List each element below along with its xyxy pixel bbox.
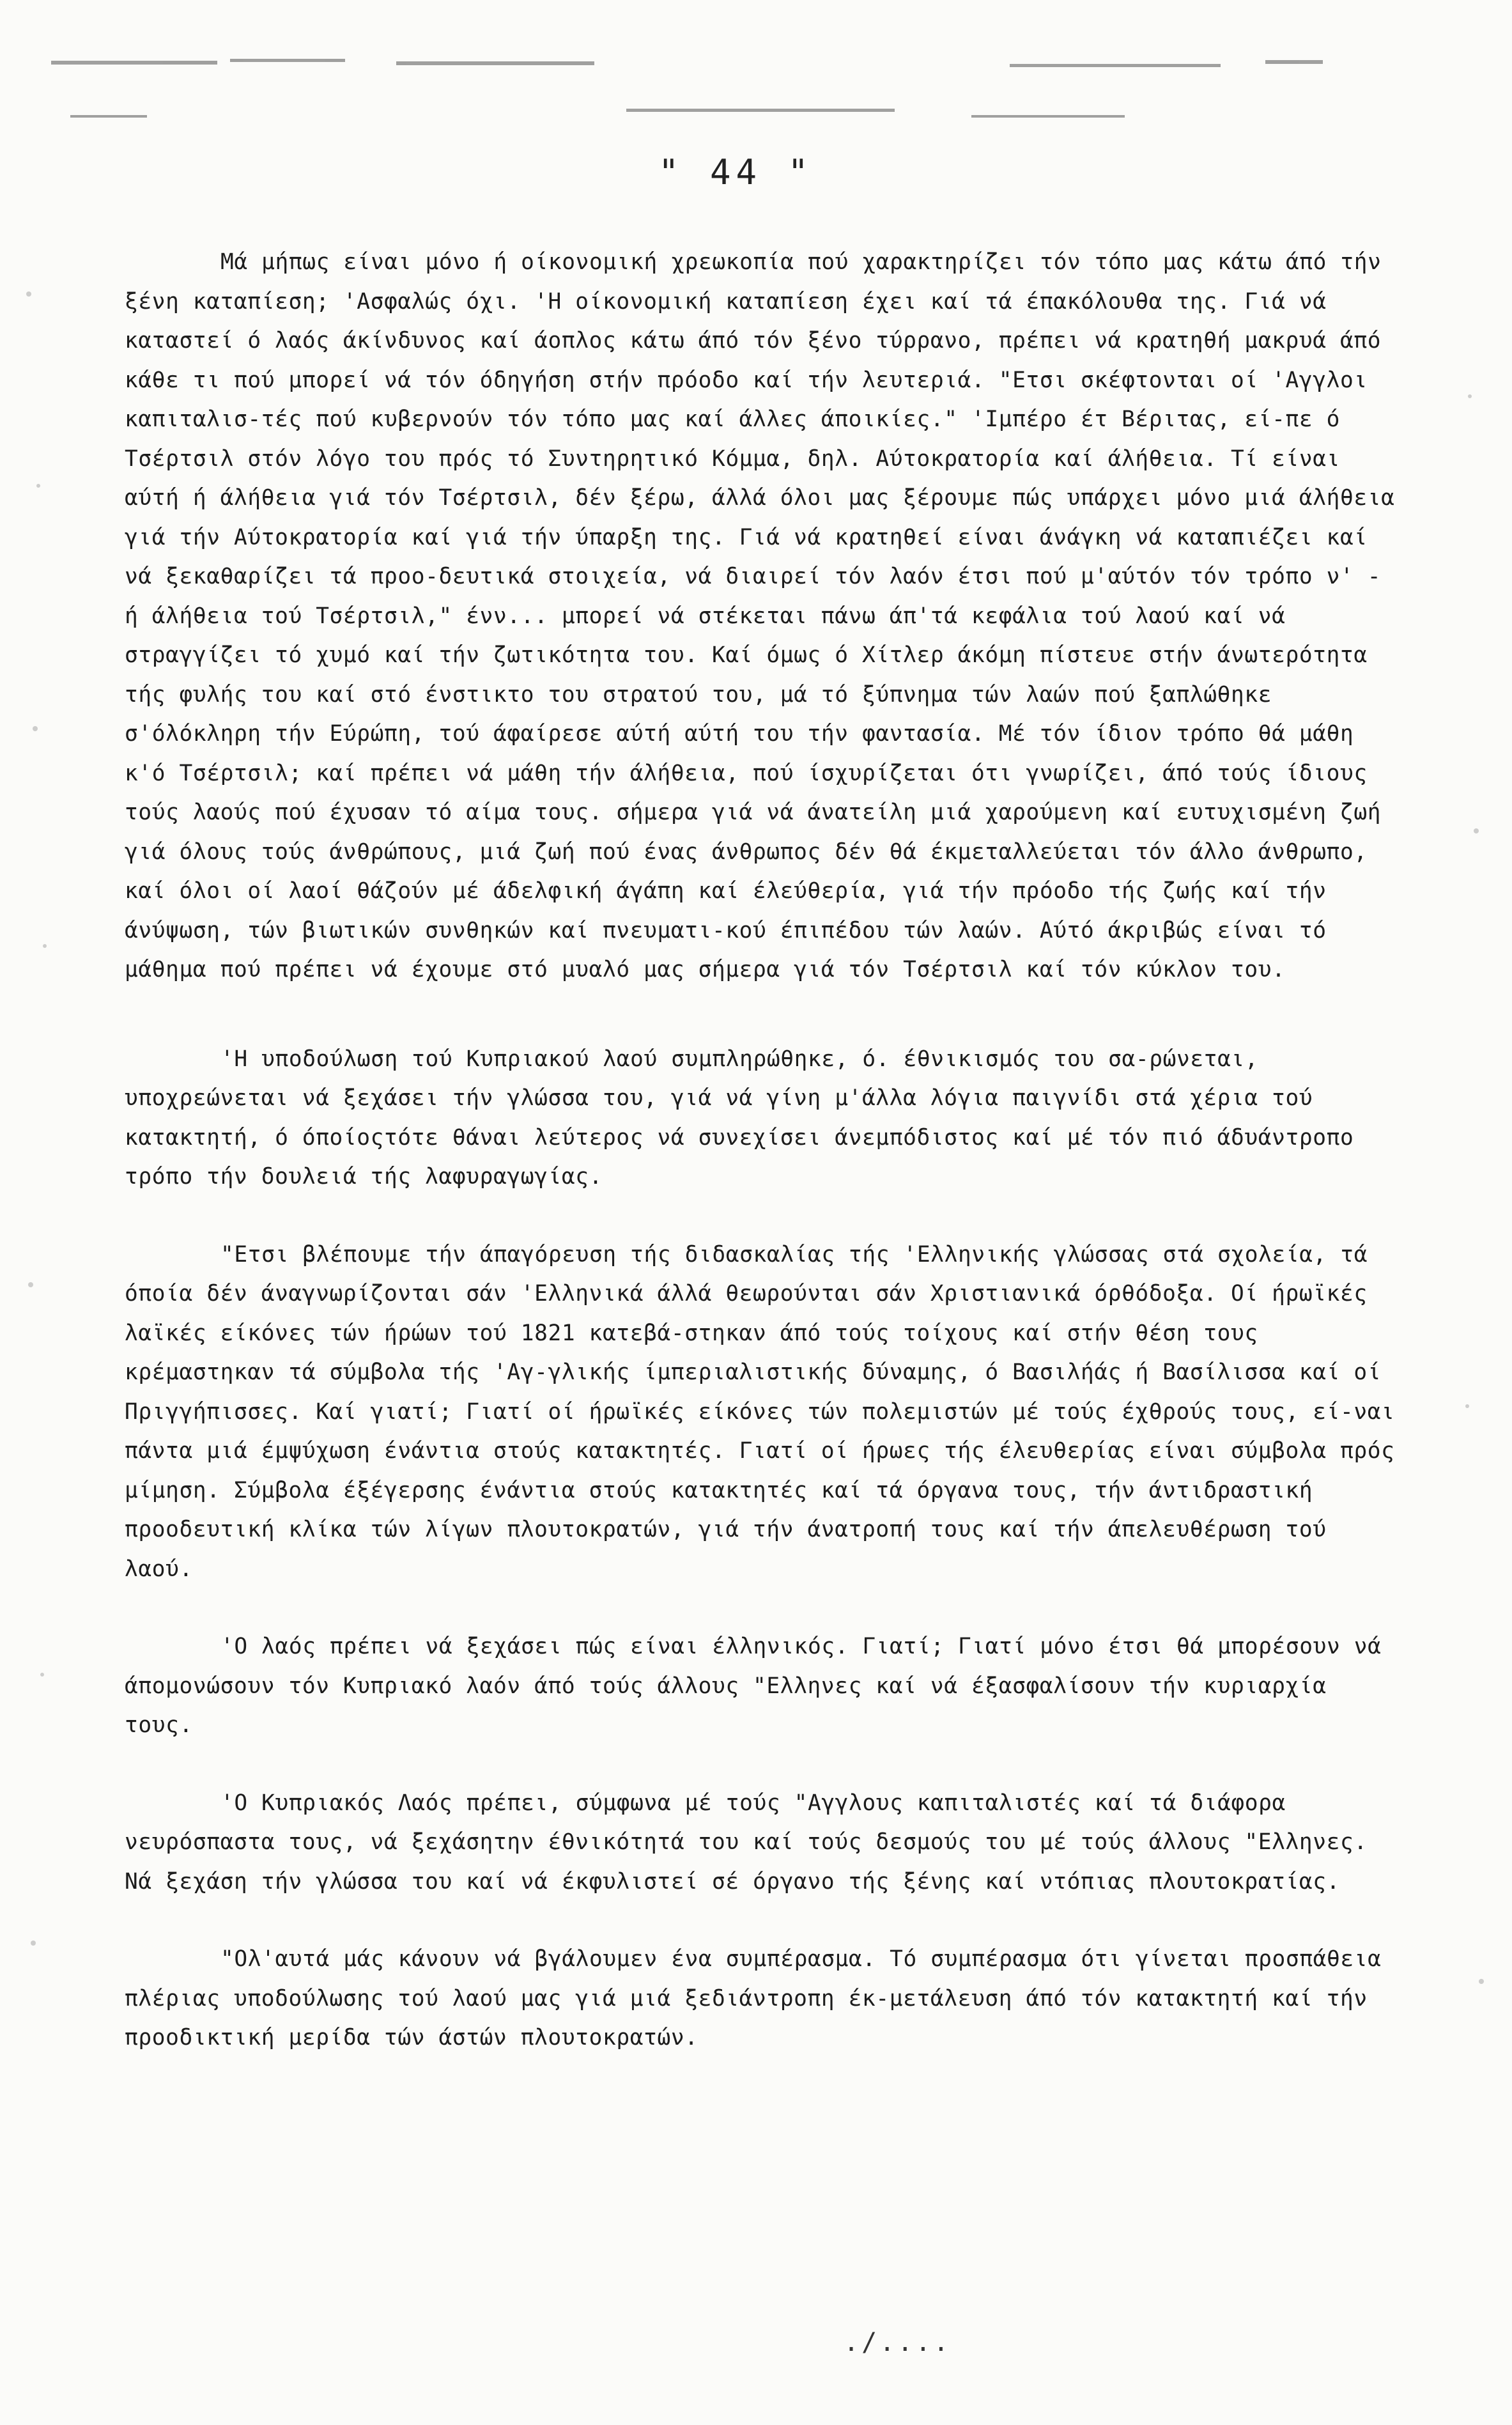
paragraph-6: "Ολ'αυτά μάς κάνουν νά βγάλουμεν ένα συμπέρασμα. Τό συμπέρασμα ότι γίνεται προσπάθεια πλέριας υποδούλωσης τού λαού μας γιά μιά ξεδιάντροπη έκ-μετάλευση άπό τόν κατακτητή καί τήν προοδικτική μερίδα τών άστών πλουτοκρατών. (125, 1946, 1395, 2050)
page-number: " 44 " (658, 152, 814, 192)
paragraph-4: 'Ο λαός πρέπει νά ξεχάσει πώς είναι έλληνικός. Γιατί; Γιατί μόνο έτσι θά μπορέσουν νά άπομονώσουν τόν Κυπριακό λαόν άπό τούς άλλους "Ελληνες καί νά έξασφαλίσουν τήν κυριαρχία τους. (125, 1634, 1395, 1738)
paragraph-1: Μά μήπως είναι μόνο ή οίκονομική χρεωκοπία πού χαρακτηρίζει τόν τόπο μας κάτω άπό τήν ξένη καταπίεση; 'Ασφαλώς όχι. 'Η οίκονομική καταπίεση έχει καί τά έπακόλουθα της. Γιά νά καταστεί ό λαός άκίνδυνος καί άοπλος κάτω άπό τόν ξένο τύρρανο, πρέπει νά κρατηθή μακρυά άπό κάθε τι πού μπορεί νά τόν όδηγήση στήν πρόοδο καί τήν λευτεριά. "Ετσι σκέφτονται οί 'Αγγλοι καπιταλισ-τές πού κυβερνούν τόν τόπο μας καί άλλες άποικίες." 'Ιμπέρο έτ Βέριτας, εί-πε ό Τσέρτσιλ στόν λόγο του πρός τό Συντηρητικό Κόμμα, δηλ. Αύτοκρατορία καί άλήθεια. Τί είναι αύτή ή άλήθεια γιά τόν Τσέρτσιλ, δέν ξέρω, άλλά όλοι μας ξέρουμε πώς υπάρχει μόνο μιά άλήθεια γιά τήν Αύτοκρατορία καί γιά τήν ύπαρξη της. Γιά νά κρατηθεί είναι άνάγκη νά καταπιέζει καί νά ξεκαθαρίζει τά προο-δευτικά στοιχεία, νά διαιρεί τόν λαόν έτσι πού μ'αύτόν τόν τρόπο ν' - ή άλήθεια τού Τσέρτσιλ," ένν... μπορεί νά στέκεται πάνω άπ'τά κεφάλια τού λαού καί νά στραγγίζει τό χυμό καί τήν ζωτικότητα του. Καί όμως ό Χίτλερ άκόμη πίστευε στήν άνωτερότητα τής φυλής του καί στό ένστικτο του στρατού του, μά τό ξύπνημα τών λαών πού ξαπλώθηκε σ'όλόκληρη τήν Εύρώπη, τού άφαίρεσε αύτή αύτή του τήν φαντασία. Μέ τόν ίδιον τρόπο θά μάθη κ'ό Τσέρτσιλ; καί πρέπει νά μάθη τήν άλήθεια, πού ίσχυρίζεται ότι γνωρίζει, άπό τούς ίδιους τούς λαούς πού έχυσαν τό αίμα τους. σήμερα γιά νά άνατείλη μιά χαρούμενη καί ευτυχισμένη ζωή γιά όλους τούς άνθρώπους, μιά ζωή πού ένας άνθρωπος δέν θά έκμεταλλεύεται τόν άλλο άνθρωπο, καί όλοι οί λαοί θάζούν μέ άδελφική άγάπη καί έλεύθερία, γιά τήν πρόοδο τής ζωής καί τήν άνύψωση, τών βιωτικών συνθηκών καί πνευματι-κού έπιπέδου τών λαών. Αύτό άκριβώς είναι τό μάθημα πού πρέπει νά έχουμε στό μυαλό μας σήμερα γιά τόν Τσέρτσιλ καί τόν κύκλον του. (125, 249, 1408, 982)
paragraph-3: "Ετσι βλέπουμε τήν άπαγόρευση τής διδασκαλίας τής 'Ελληνικής γλώσσας στά σχολεία, τά όποία δέν άναγνωρίζονται σάν 'Ελληνικά άλλά θεωρούνται σάν Χριστιανικά όρθόδοξα. Οί ήρωϊκές λαϊκές είκόνες τών ήρώων τού 1821 κατεβά-στηκαν άπό τούς τοίχους καί στήν θέση τους κρέμαστηκαν τά σύμβολα τής 'Αγ-γλικής ίμπεριαλιστικής δύναμης, ό Βασιλήάς ή Βασίλισσα καί οί Πριγγήπισσες. Καί γιατί; Γιατί οί ήρωϊκές είκόνες τών πολεμιστών μέ τούς έχθρούς τους, εί-ναι πάντα μιά έμψύχωση ένάντια στούς κατακτητές. Γιατί οί ήρωες τής έλευθερίας είναι σύμβολα πρός μίμηση. Σύμβολα έξέγερσης ένάντια στούς κατακτητές καί τά όργανα τους, τήν άντιδραστική προοδευτική κλίκα τών λίγων πλουτοκρατών, γιά τήν άνατροπή τους καί τήν άπελευθέρωση τού λαού. (125, 1241, 1408, 1582)
paragraph-2: 'Η υποδούλωση τού Κυπριακού λαού συμπληρώθηκε, ό. έθνικισμός του σα-ρώνεται, υποχρεώνεται νά ξεχάσει τήν γλώσσα του, γιά νά γίνη μ'άλλα λόγια παιγνίδι στά χέρια τού κατακτητή, ό όποίοςτότε θάναι λεύτερος νά συνεχίσει άνεμπόδιστος καί μέ τόν πιό άδυάντροπο τρόπο τήν δουλειά τής λαφυραγωγίας. (125, 1046, 1368, 1189)
end-mark: ./.... (844, 2328, 952, 2357)
document-body (125, 243, 1408, 2058)
paragraph-5: 'Ο Κυπριακός Λαός πρέπει, σύμφωνα μέ τούς "Αγγλους καπιταλιστές καί τά διάφορα νευρόσπαστα τους, νά ξεχάσητην έθνικότητά του καί τούς δεσμούς του μέ τούς άλλους "Ελληνες. Νά ξεχάση τήν γλώσσα του καί νά έκφυλιστεί σέ όργανο τής ξένης καί ντόπιας πλουτοκρατίας. (125, 1790, 1382, 1894)
